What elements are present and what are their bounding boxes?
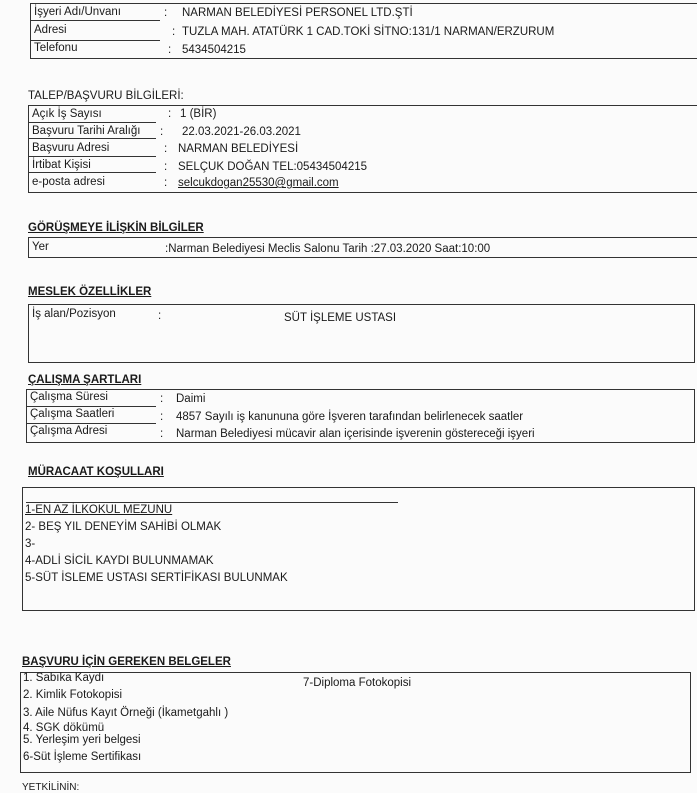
signature-label: YETKİLİNİN: — [22, 782, 80, 793]
application-row-divider — [28, 138, 156, 139]
employer-address-colon: : — [172, 26, 176, 38]
position-colon: : — [158, 310, 162, 322]
requirement-item: 2- BEŞ YIL DENEYİM SAHİBİ OLMAK — [25, 521, 222, 533]
document-item: 2. Kimlik Fotokopisi — [23, 689, 123, 701]
work-hours-colon: : — [160, 411, 164, 423]
work-address-label: Çalışma Adresi — [30, 425, 108, 437]
requirement-item: 1-EN AZ İLKOKUL MEZUNU — [25, 504, 173, 516]
document-item: 5. Yerleşim yeri belgesi — [23, 734, 141, 746]
document-item: 1. Sabıka Kaydı — [23, 672, 105, 684]
interview-top-line — [28, 237, 697, 238]
employer-name-label: İşyeri Adı/Unvanı — [34, 6, 121, 18]
open-jobs-value: 1 (BİR) — [180, 108, 217, 120]
interview-location-value: :Narman Belediyesi Meclis Salonu Tarih :27.03.2020 Saat:10:00 — [165, 243, 491, 255]
work-hours-value: 4857 Sayılı iş kanununa göre İşveren tarafından belirlenecek saatler — [176, 411, 524, 423]
application-row-divider — [28, 122, 156, 123]
requirement-item: 5-SÜT İSLEME USTASI SERTİFİKASI BULUNMAK — [25, 572, 288, 584]
documents-heading: BAŞVURU İÇİN GEREKEN BELGELER — [22, 656, 231, 668]
open-jobs-label: Açık İş Sayısı — [32, 108, 102, 120]
interview-left-border — [28, 237, 29, 257]
document-item: 6-Süt İşleme Sertifikası — [23, 751, 142, 763]
work-address-colon: : — [160, 428, 164, 440]
application-address-label: Başvuru Adresi — [32, 142, 110, 154]
application-dates-value: 22.03.2021-26.03.2021 — [182, 126, 301, 138]
interview-location-label: Yer — [32, 241, 49, 253]
application-row-divider — [28, 172, 156, 173]
interview-bottom-line — [28, 257, 697, 258]
contact-person-label: İrtibat Kişisi — [32, 159, 91, 171]
work-hours-label: Çalışma Saatleri — [30, 408, 115, 420]
requirements-heading: MÜRACAAT KOŞULLARI — [28, 466, 164, 478]
conditions-row-divider — [26, 423, 156, 424]
work-duration-colon: : — [160, 393, 164, 405]
contact-person-value: SELÇUK DOĞAN TEL:05434504215 — [178, 161, 368, 173]
open-jobs-colon: : — [168, 108, 172, 120]
employer-phone-label: Telefonu — [34, 42, 78, 54]
conditions-row-divider — [26, 406, 156, 407]
position-value: SÜT İŞLEME USTASI — [284, 312, 397, 324]
position-label: İş alan/Pozisyon — [32, 308, 116, 320]
employer-row-divider — [30, 40, 160, 41]
document-item: 3. Aile Nüfus Kayıt Örneği (İkametgahlı ) — [23, 707, 229, 719]
employer-row-divider — [30, 20, 160, 21]
requirement-item: 3- — [25, 538, 36, 550]
employer-phone-colon: : — [168, 44, 172, 56]
application-dates-label: Başvuru Tarihi Aralığı — [32, 125, 141, 137]
work-duration-value: Daimi — [176, 393, 206, 405]
application-row-divider — [28, 156, 156, 157]
requirements-top-rule — [26, 502, 398, 503]
work-duration-label: Çalışma Süresi — [30, 391, 108, 403]
employer-name-colon: : — [164, 7, 168, 19]
email-label: e-posta adresi — [32, 176, 105, 188]
employer-name-value: NARMAN BELEDİYESİ PERSONEL LTD.ŞTİ — [182, 7, 413, 19]
application-heading: TALEP/BAŞVURU BİLGİLERİ: — [28, 90, 184, 102]
employer-address-label: Adresi — [34, 24, 67, 36]
document-item: 4. SGK dökümü — [23, 722, 105, 734]
work-address-value: Narman Belediyesi mücavir alan içerisinde işverenin göstereceği işyeri — [176, 428, 535, 440]
email-colon: : — [164, 177, 168, 189]
conditions-heading: ÇALIŞMA ŞARTLARI — [28, 374, 142, 386]
application-address-value: NARMAN BELEDİYESİ — [178, 143, 299, 155]
document-item-diploma: 7-Diploma Fotokopisi — [303, 677, 412, 689]
employer-phone-value: 5434504215 — [182, 44, 246, 56]
application-address-colon: : — [164, 143, 168, 155]
application-box — [28, 105, 697, 193]
application-dates-colon: : — [160, 126, 164, 138]
profession-heading: MESLEK ÖZELLİKLER — [28, 286, 152, 298]
requirement-item: 4-ADLİ SİCİL KAYDI BULUNMAMAK — [25, 555, 214, 567]
employer-address-value: TUZLA MAH. ATATÜRK 1 CAD.TOKİ SİTNO:131/1 NARMAN/ERZURUM — [182, 26, 555, 38]
contact-person-colon: : — [164, 161, 168, 173]
interview-heading: GÖRÜŞMEYE İLİŞKİN BİLGİLER — [28, 222, 204, 234]
email-link[interactable]: selcukdogan25530@gmail.com — [178, 177, 339, 189]
